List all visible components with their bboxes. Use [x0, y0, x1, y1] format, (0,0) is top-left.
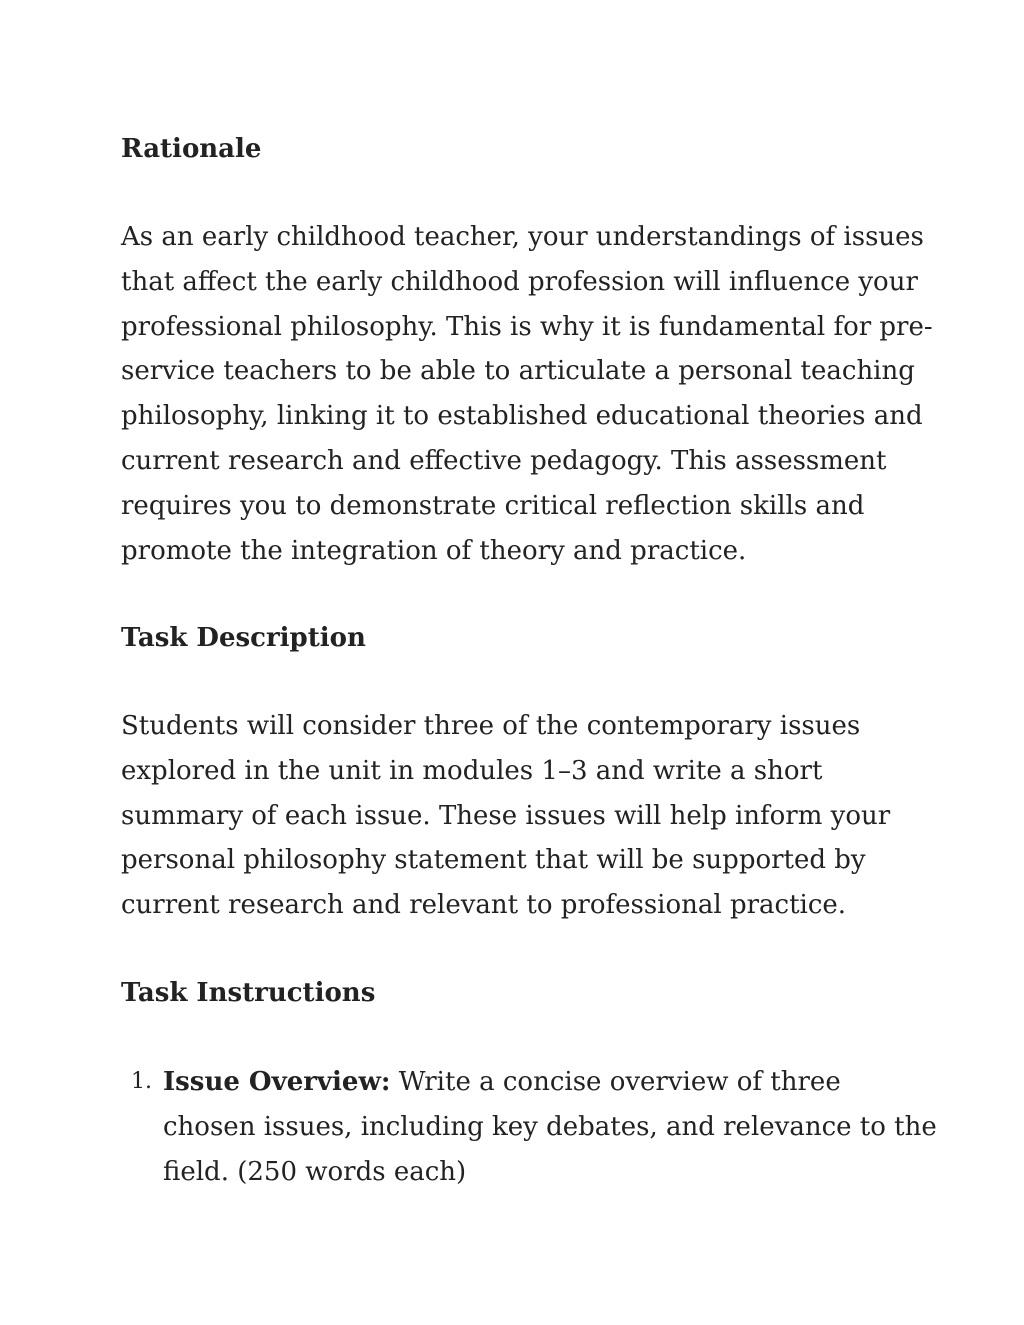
- task-description-heading: Task Description: [121, 623, 366, 653]
- list-item: [121, 1060, 937, 1194]
- task-description-paragraph: [121, 704, 891, 928]
- list-item-text: Write a concise overview of three: [390, 1067, 841, 1097]
- list-item-text: chosen issues, including key debates, and relevance to the: [163, 1111, 937, 1142]
- list-item-number: 1.: [131, 1069, 152, 1094]
- task-instructions-list: [121, 1060, 937, 1194]
- rationale-line: philosophy, linking it to established educational theories and: [121, 401, 923, 432]
- list-item-text: field. (250 words each): [163, 1156, 467, 1187]
- task-description-line: current research and relevant to professional practice.: [121, 890, 847, 921]
- rationale-heading: Rationale: [121, 134, 262, 164]
- task-description-line: Students will consider three of the contemporary issues: [121, 711, 861, 741]
- rationale-line: As an early childhood teacher, your understandings of issues: [121, 222, 924, 252]
- task-description-line: summary of each issue. These issues will help inform your: [121, 800, 891, 831]
- rationale-line: professional philosophy. This is why it is fundamental for pre-: [121, 311, 933, 342]
- rationale-line: current research and effective pedagogy. This assessment: [121, 445, 887, 476]
- rationale-line: requires you to demonstrate critical reflection skills and: [121, 490, 865, 521]
- rationale-line: that affect the early childhood profession will influence your: [121, 266, 918, 297]
- task-instructions-heading: Task Instructions: [121, 978, 376, 1008]
- rationale-line: promote the integration of theory and practice.: [121, 535, 747, 566]
- list-item-title: Issue Overview:: [163, 1067, 391, 1097]
- rationale-paragraph: [121, 215, 933, 573]
- rationale-line: service teachers to be able to articulate a personal teaching: [121, 356, 915, 387]
- task-description-line: explored in the unit in modules 1–3 and write a short: [121, 755, 823, 786]
- task-description-line: personal philosophy statement that will be supported by: [121, 845, 866, 876]
